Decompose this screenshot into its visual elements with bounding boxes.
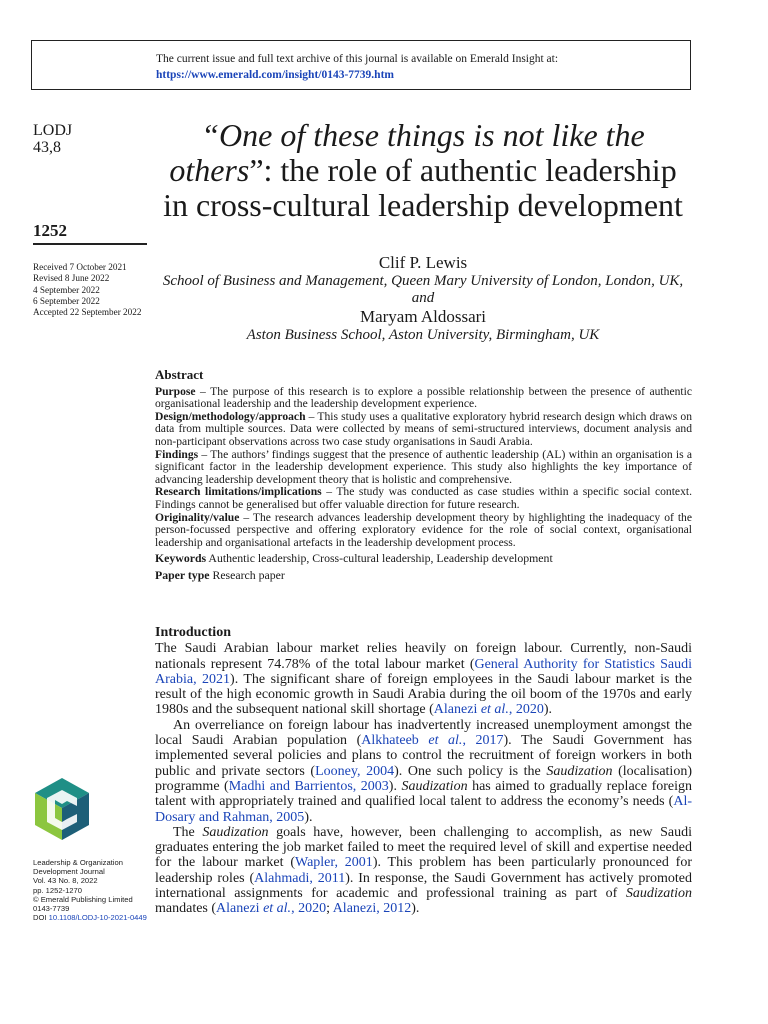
- originality-label: Originality/value: [155, 510, 240, 524]
- paper-type-label: Paper type: [155, 567, 210, 582]
- citation-etal: et al.: [480, 702, 509, 718]
- journal-abbrev-text: LODJ: [33, 122, 73, 139]
- text-span: mandates (: [155, 901, 217, 917]
- date-revised-1: Revised 8 June 2022: [33, 273, 110, 284]
- doi-label: DOI: [33, 913, 49, 923]
- abstract-design: [155, 411, 692, 449]
- text-span: The Saudi Arabian labour market relies heavily on foreign labour. Currently, non-Saudi nationals represent 74.78% of the total labour market (: [155, 641, 692, 672]
- text-span: ).: [304, 809, 313, 825]
- paper-type-text: Research paper: [209, 567, 285, 582]
- findings-label: Findings: [155, 447, 199, 461]
- abstract-purpose: [155, 386, 692, 411]
- italic-term: Saudization: [546, 763, 613, 779]
- title-italic: “One of these things is not like the others: [169, 117, 645, 188]
- intro-paragraph-2: [155, 718, 692, 825]
- journal-info: [33, 858, 147, 922]
- citation-author: Alanezi: [216, 901, 264, 917]
- limitations-label: Research limitations/implications: [155, 485, 322, 499]
- author-name-1: Clif P. Lewis: [378, 253, 468, 272]
- italic-term: Saudization: [202, 824, 269, 840]
- originality-text: – The research advances leadership development theory by highlighting the inadequacy of the person-focussed perspective and offering exploratory evidence for the role of social context, organisational leadership and organisational artefacts in the leadership development process.: [155, 510, 692, 549]
- publisher-logo-icon: [33, 776, 91, 842]
- abstract-section: [155, 369, 692, 582]
- journal-issn: 0143-7739: [33, 904, 70, 914]
- text-span: ). One such policy is the: [394, 763, 547, 779]
- text-span: has aimed to gradually replace foreign talent with appropriately trained and qualified local talent to address the economy’s needs (: [155, 778, 693, 810]
- findings-text: – The authors’ findings suggest that the presence of authentic leadership (AL) within an organisation is a significant factor in the leadership development experience. This study also highlights the key importance of advancing leadership development theory that is holistic and comprehensive.: [155, 447, 692, 486]
- journal-vol: Vol. 43 No. 8, 2022: [33, 876, 98, 886]
- date-accepted: Accepted 22 September 2022: [33, 307, 142, 318]
- access-notice-text: The current issue and full text archive of this journal is available on Emerald Insight at:: [156, 53, 559, 65]
- journal-publisher: © Emerald Publishing Limited: [33, 894, 133, 904]
- purpose-label: Purpose: [155, 384, 196, 398]
- text-span: ). The Saudi Government has implemented several policies and plans to control the recruitment of foreign workers in both public and private sectors (: [155, 733, 693, 779]
- date-revised-3: 6 September 2022: [33, 295, 100, 306]
- journal-pages: pp. 1252-1270: [33, 885, 82, 895]
- citation-link[interactable]: Alahmadi, 2011: [254, 870, 346, 886]
- intro-paragraph-3: [155, 825, 692, 917]
- text-span: goals have, however, been challenging to accomplish, as new Saudi graduates entering the job market failed to meet the required level of skill and expertise needed for the labour market (: [155, 824, 693, 871]
- keywords-text: Authentic leadership, Cross-cultural leadership, Leadership development: [206, 551, 553, 566]
- date-received: Received 7 October 2021: [33, 262, 127, 272]
- design-label: Design/methodology/approach: [155, 409, 306, 423]
- abstract-limitations: [155, 486, 692, 511]
- text-span: The: [173, 824, 203, 840]
- author-affiliation-1: School of Business and Management, Queen Mary University of London, London, UK, and: [162, 273, 684, 306]
- intro-paragraph-1: [155, 641, 692, 717]
- citation-year: , 2017: [462, 733, 504, 749]
- text-span: ). This problem has been particularly pronounced for leadership roles (: [155, 855, 692, 886]
- citation-link[interactable]: [361, 733, 503, 748]
- article-history: [33, 262, 141, 318]
- citation-year: , 2020: [291, 901, 327, 917]
- date-revised-2: 4 September 2022: [33, 284, 100, 295]
- italic-term: Saudization: [625, 886, 692, 902]
- citation-link[interactable]: Al-Dosary and Rahman, 2005: [155, 794, 692, 825]
- title-rest: ”: the role of authentic leadership in cross-cultural leadership development: [163, 152, 683, 223]
- paper-type: [155, 569, 692, 582]
- text-span: ). In response, the Saudi Government has actively promoted international assignments for academic and professional training as part of: [155, 870, 693, 902]
- citation-etal: et al.: [263, 901, 292, 917]
- access-notice-box: [31, 40, 691, 90]
- doi-link[interactable]: 10.1108/LODJ-10-2021-0449: [48, 913, 147, 923]
- text-span: ;: [326, 901, 333, 917]
- keywords-label: Keywords: [155, 551, 207, 566]
- citation-link[interactable]: Wapler, 2001: [294, 855, 373, 871]
- journal-doi: [33, 913, 147, 922]
- journal-name-line1: Leadership & Organization: [33, 858, 123, 867]
- authors-block: [160, 253, 686, 344]
- article-title: [160, 118, 686, 223]
- journal-abbrev: [33, 122, 72, 156]
- text-span: ).: [388, 778, 402, 794]
- introduction-section: [155, 625, 692, 917]
- citation-link[interactable]: Madhi and Barrientos, 2003: [228, 778, 389, 794]
- page-number: 1252: [33, 222, 147, 245]
- author-name-2: Maryam Aldossari: [359, 307, 487, 326]
- citation-etal: et al.: [428, 733, 463, 749]
- abstract-heading: Abstract: [155, 367, 204, 382]
- journal-name-line2: Development Journal: [33, 867, 105, 877]
- text-span: ).: [411, 901, 420, 917]
- introduction-heading: Introduction: [155, 625, 231, 640]
- journal-volume: 43,8: [33, 139, 61, 156]
- keywords: [155, 552, 692, 565]
- author-affiliation-2: Aston Business School, Aston University, Birmingham, UK: [246, 327, 600, 343]
- purpose-text: – The purpose of this research is to explore a possible relationship between the presence of authentic organisational leadership and the leadership development experience.: [155, 384, 692, 411]
- text-span: ). The significant share of foreign employees in the Saudi labour market is the result of the high economic growth in Saudi Arabia during the oil boom of the 1970s and early 1980s and the subsequent national skill shortage (: [155, 671, 692, 718]
- abstract-originality: [155, 512, 692, 550]
- limitations-text: – The study was conducted as case studies within a specific social context. Findings cannot be generalised but offer valuable direction for future research.: [155, 485, 692, 511]
- journal-url-link[interactable]: https://www.emerald.com/insight/0143-7739.htm: [156, 69, 394, 81]
- text-span: ).: [543, 702, 552, 718]
- citation-year: , 2020: [508, 702, 544, 718]
- citation-link[interactable]: Looney, 2004: [315, 763, 395, 779]
- text-span: (localisation) programme (: [155, 763, 692, 794]
- text-span: An overreliance on foreign labour has inadvertently increased unemployment amongst the local Saudi Arabian population (: [155, 717, 692, 749]
- citation-link[interactable]: General Authority for Statistics Saudi Arabia, 2021: [155, 656, 692, 687]
- citation-link[interactable]: Alanezi, 2012: [332, 901, 412, 917]
- citation-author: Alkhateeb: [361, 733, 429, 749]
- design-text: – This study uses a qualitative exploratory hybrid research design which draws on data from multiple sources. Data were collected by means of semi-structured interviews, document analysis and non-participant observations across two case study organisations in Saudi Arabia.: [155, 409, 692, 448]
- citation-link[interactable]: [434, 702, 544, 717]
- italic-term: Saudization: [401, 778, 468, 794]
- citation-link[interactable]: [216, 901, 326, 916]
- citation-author: Alanezi: [433, 702, 481, 718]
- abstract-findings: [155, 449, 692, 487]
